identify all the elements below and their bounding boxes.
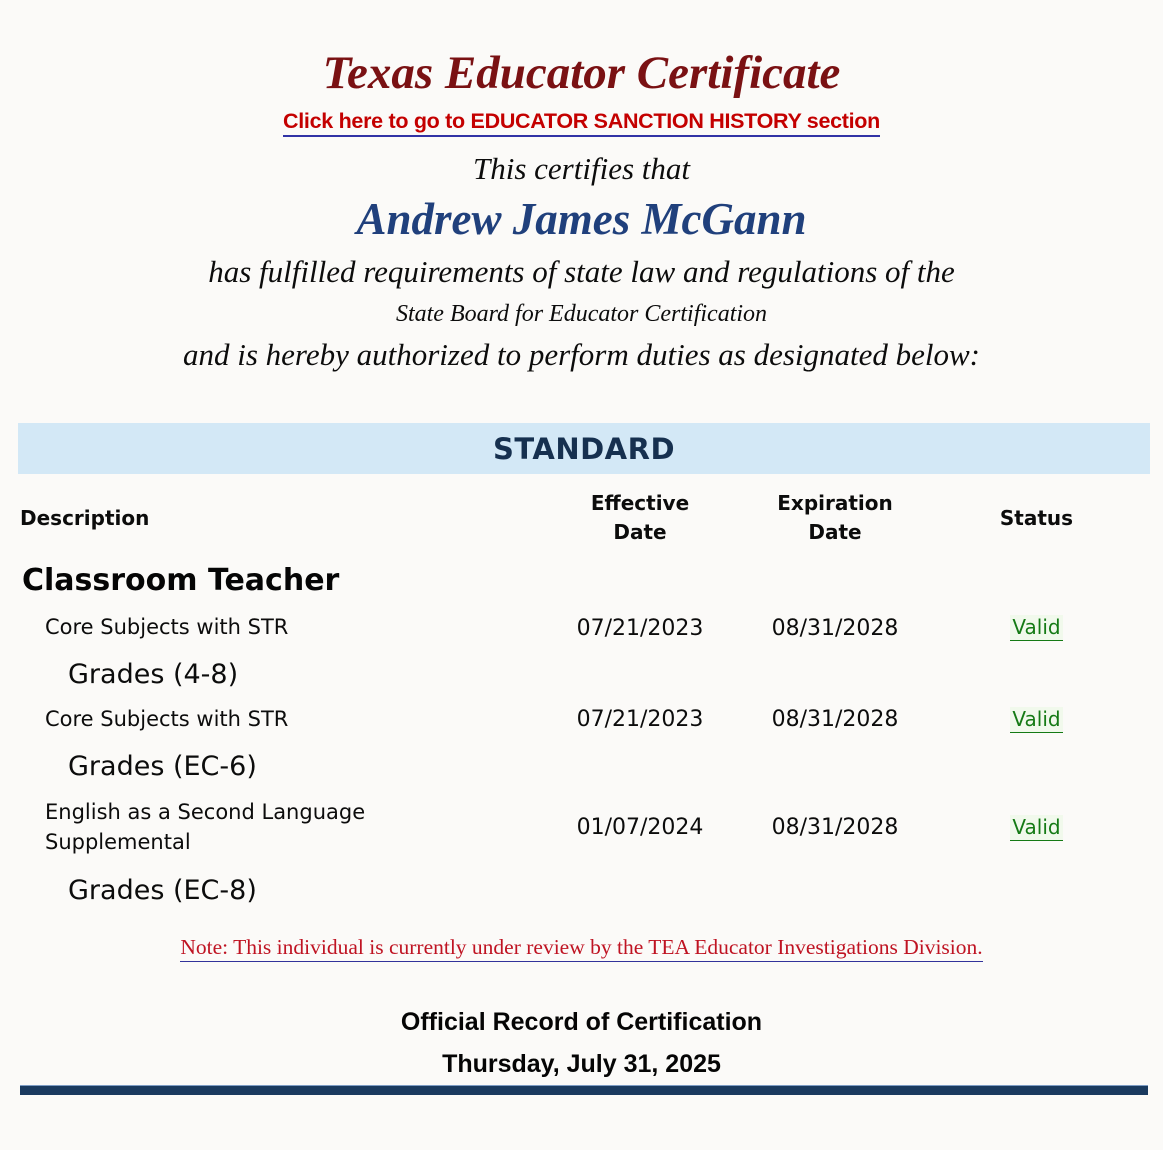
- official-record-heading: Official Record of Certification: [400, 1007, 763, 1036]
- certifies-line: This certifies that: [473, 150, 690, 186]
- row-grades: Grades (EC-8): [68, 874, 257, 906]
- row-effective-date: 07/21/2023: [576, 707, 704, 733]
- table-row: [20, 705, 1163, 735]
- sanction-history-link[interactable]: Click here to go to EDUCATOR SANCTION HISTORY section: [283, 109, 880, 137]
- certificate-class-banner: [18, 423, 1150, 474]
- status-valid-link[interactable]: Valid: [1012, 615, 1061, 640]
- row-description: Core Subjects with STR: [45, 707, 289, 731]
- status-valid-link[interactable]: Valid: [1012, 814, 1061, 839]
- row-grades: Grades (4-8): [68, 659, 239, 690]
- educator-name: Andrew James McGann: [356, 193, 807, 244]
- row-description: English as a Second Language Supplemental: [45, 800, 366, 854]
- row-description: Core Subjects with STR: [45, 615, 289, 640]
- authorized-line: and is hereby authorized to perform duties as designated below:: [182, 337, 981, 373]
- board-line: State Board for Educator Certification: [395, 301, 768, 328]
- table-row: [20, 797, 1163, 859]
- fulfilled-line: has fulfilled requirements of state law and regulations of the: [208, 254, 955, 290]
- row-expiration-date: 08/31/2028: [771, 815, 899, 841]
- record-date: Thursday, July 31, 2025: [442, 1049, 721, 1078]
- status-valid-link[interactable]: Valid: [1012, 706, 1061, 731]
- col-header-expiration-date: Expiration Date: [777, 491, 893, 545]
- row-expiration-date: 08/31/2028: [771, 707, 899, 733]
- table-header-row: [20, 486, 1163, 550]
- sanction-link-row: [0, 109, 1163, 137]
- investigation-review-note-link[interactable]: Note: This individual is currently under review by the TEA Educator Investigations Division.: [180, 935, 982, 962]
- table-row: [20, 613, 1163, 643]
- row-status-cell: [910, 707, 1163, 733]
- page-title: Texas Educator Certificate: [322, 47, 841, 99]
- row-expiration-date: 08/31/2028: [771, 615, 899, 641]
- row-status-cell: [910, 615, 1163, 641]
- certificate-table: [0, 486, 1163, 906]
- certificate-group-title: Classroom Teacher: [22, 563, 340, 599]
- col-header-description: Description: [20, 505, 150, 530]
- row-status-cell: [910, 815, 1163, 841]
- row-effective-date: 01/07/2024: [576, 815, 704, 841]
- certificate-class-label: STANDARD: [492, 431, 676, 466]
- footer-divider-bar: [20, 1085, 1148, 1095]
- col-header-status: Status: [999, 505, 1074, 530]
- col-header-effective-date: Effective Date: [590, 491, 690, 545]
- row-grades: Grades (EC-6): [68, 750, 257, 782]
- review-note-row: [0, 935, 1163, 962]
- row-effective-date: 07/21/2023: [576, 615, 704, 641]
